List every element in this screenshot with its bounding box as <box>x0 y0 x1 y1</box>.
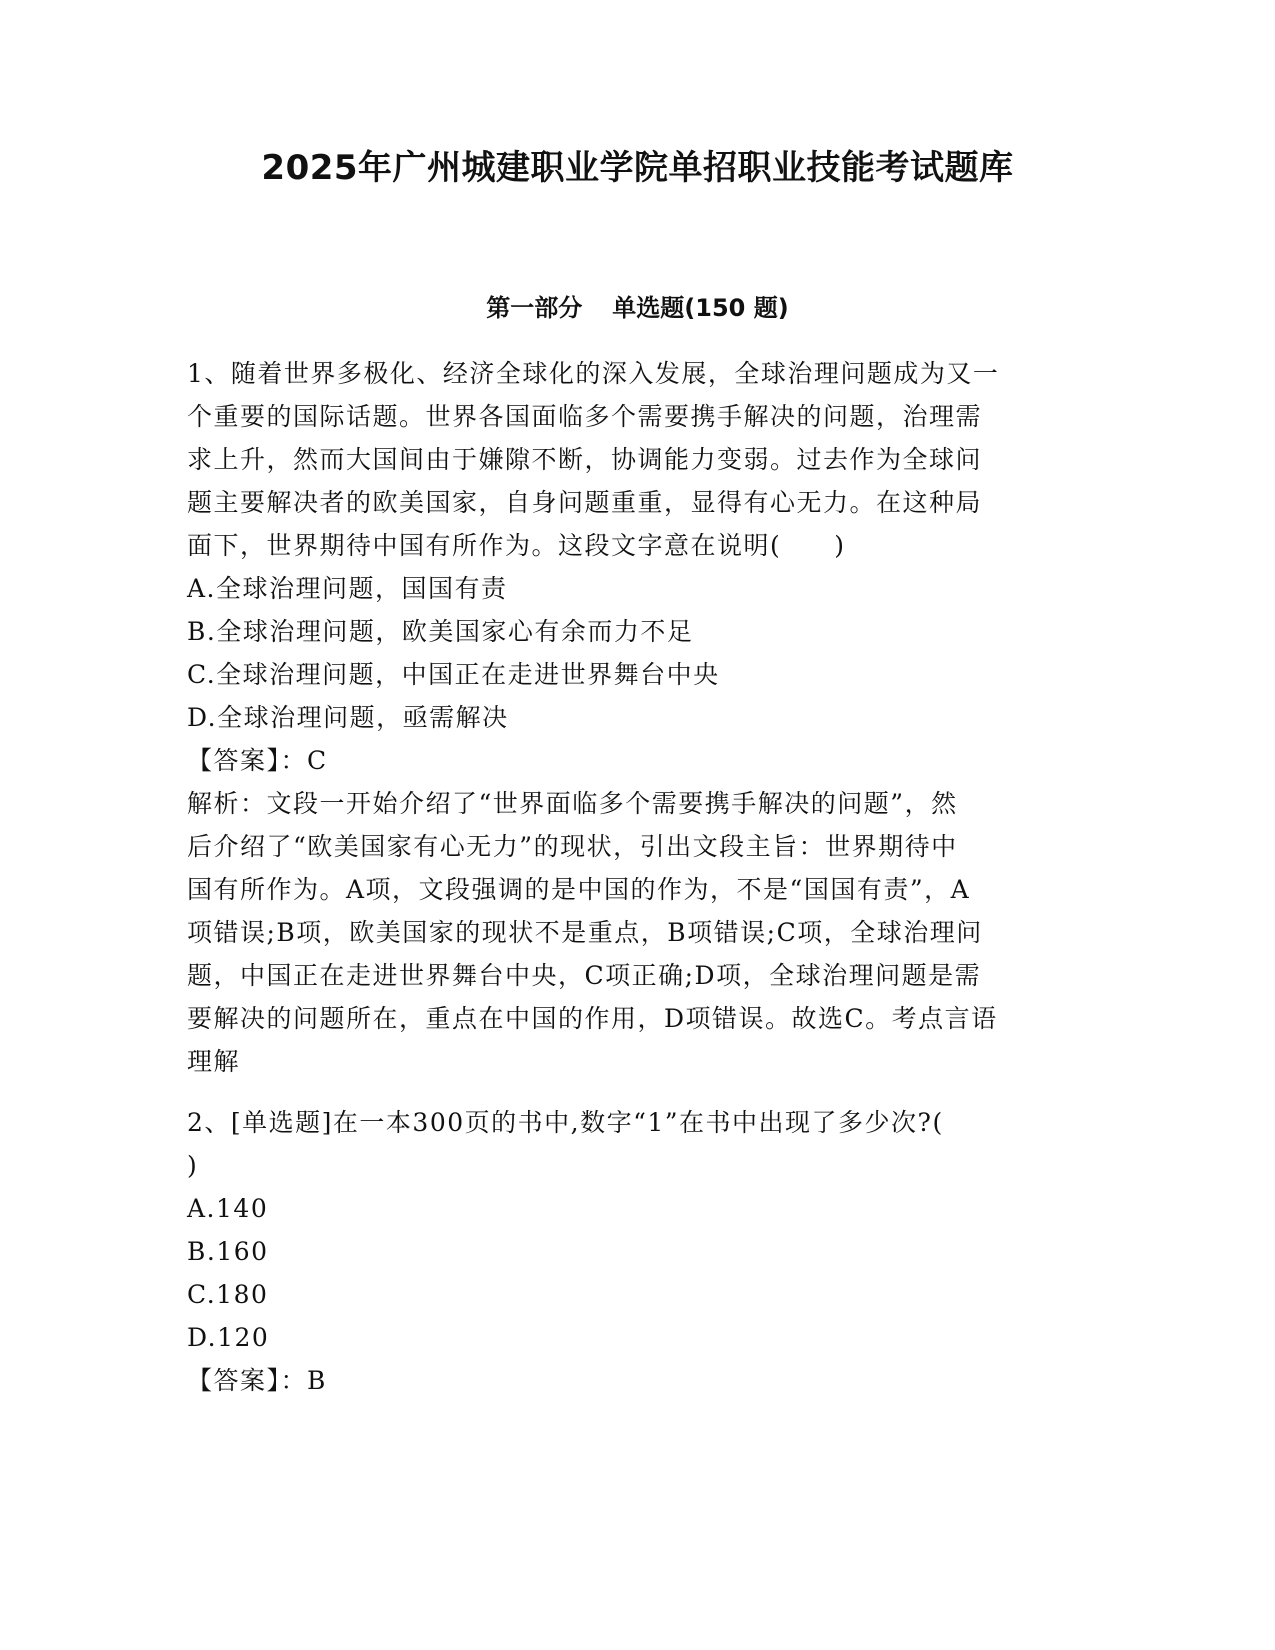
question-2 <box>187 1101 1077 1402</box>
analysis-line: 后介绍了“欧美国家有心无力”的现状，引出文段主旨：世界期待中 <box>187 832 958 861</box>
question-list <box>187 352 1077 1402</box>
question-1 <box>187 352 1077 1083</box>
section-label: 第一部分 <box>486 294 583 322</box>
section-name: 单选题(150 题) <box>612 294 789 322</box>
option-a: A.140 <box>187 1194 269 1223</box>
stem-line: 题主要解决者的欧美国家，自身问题重重，显得有心无力。在这种局 <box>187 488 983 517</box>
analysis-line: 解析：文段一开始介绍了“世界面临多个需要携手解决的问题”，然 <box>187 789 958 818</box>
option-b: B.160 <box>187 1237 269 1266</box>
option-c: C.全球治理问题，中国正在走进世界舞台中央 <box>187 660 720 689</box>
stem-line: 个重要的国际话题。世界各国面临多个需要携手解决的问题，治理需 <box>187 402 983 431</box>
option-d: D.全球治理问题，亟需解决 <box>187 703 509 732</box>
analysis-line: 项错误;B项，欧美国家的现状不是重点，B项错误;C项，全球治理问 <box>187 918 983 947</box>
stem-line: 面下，世界期待中国有所作为。这段文字意在说明( ) <box>187 531 846 560</box>
answer: 【答案】：B <box>187 1366 327 1395</box>
option-list <box>187 1187 1077 1359</box>
analysis-line: 要解决的问题所在，重点在中国的作用，D项错误。故选C。考点言语 <box>187 1004 998 1033</box>
analysis <box>187 782 1077 1083</box>
option-c: C.180 <box>187 1280 269 1309</box>
stem-line: 求上升，然而大国间由于嫌隙不断，协调能力变弱。过去作为全球问 <box>187 445 983 474</box>
analysis-line: 题，中国正在走进世界舞台中央，C项正确;D项，全球治理问题是需 <box>187 961 982 990</box>
option-list <box>187 567 1077 739</box>
question-stem <box>187 352 1077 567</box>
option-b: B.全球治理问题，欧美国家心有余而力不足 <box>187 617 694 646</box>
analysis-line: 理解 <box>187 1047 241 1076</box>
analysis-line: 国有所作为。A项，文段强调的是中国的作为，不是“国国有责”，A <box>187 875 971 904</box>
option-a: A.全球治理问题，国国有责 <box>187 574 508 603</box>
stem-line: 1、随着世界多极化、经济全球化的深入发展，全球治理问题成为又一 <box>187 359 1000 388</box>
option-d: D.120 <box>187 1323 270 1352</box>
stem-line: 2、[单选题]在一本300页的书中,数字“1”在书中出现了多少次?( <box>187 1108 944 1137</box>
document-title: 2025年广州城建职业学院单招职业技能考试题库 <box>261 148 1014 188</box>
question-stem <box>187 1101 1077 1187</box>
answer: 【答案】：C <box>187 746 328 775</box>
stem-line: ) <box>187 1151 199 1180</box>
section-heading <box>0 291 1275 325</box>
